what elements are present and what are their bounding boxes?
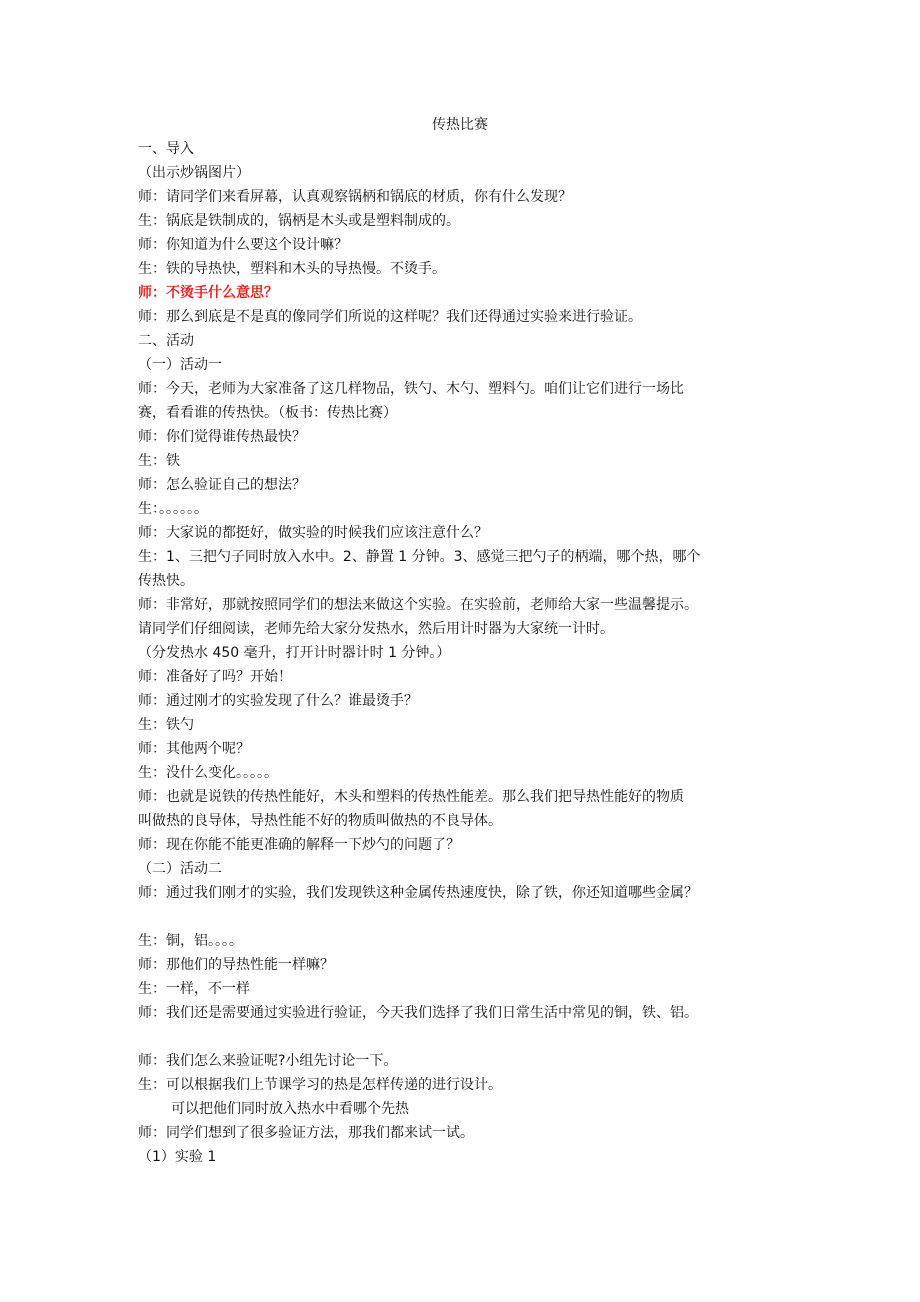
paragraph-line: 师：那他们的导热性能一样嘛？ [138, 957, 334, 973]
paragraph-line: 师：其他两个呢？ [138, 741, 250, 757]
paragraph-line: 生：可以根据我们上节课学习的热是怎样传递的进行设计。 [138, 1077, 502, 1093]
paragraph-line: 可以把他们同时放入热水中看哪个先热 [171, 1101, 409, 1117]
paragraph-line: 生：一样，不一样 [138, 981, 250, 997]
subsection-heading: （二）活动二 [138, 861, 222, 877]
paragraph-line: 师：你知道为什么要这个设计嘛？ [138, 237, 348, 253]
highlighted-line: 师：不烫手什么意思？ [138, 285, 278, 301]
paragraph-line: 赛，看看谁的传热快。（板书：传热比赛） [138, 405, 397, 421]
paragraph-line: 师：你们觉得谁传热最快？ [138, 429, 306, 445]
paragraph-line: 师：我们怎么来验证呢?小组先讨论一下。 [138, 1053, 398, 1069]
paragraph-line: 师：现在你能不能更准确的解释一下炒勺的问题了？ [138, 837, 460, 853]
paragraph-line: 师：怎么验证自己的想法？ [138, 477, 306, 493]
subsection-heading: （1）实验 1 [138, 1149, 217, 1165]
paragraph-line: 师：请同学们来看屏幕，认真观察锅柄和锅底的材质，你有什么发现？ [138, 189, 572, 205]
paragraph-line: 师：非常好，那就按照同学们的想法来做这个实验。在实验前，老师给大家一些温馨提示。 [138, 597, 698, 613]
paragraph-line: 师：通过刚才的实验发现了什么？谁最烫手？ [138, 693, 418, 709]
paragraph-line: 师：也就是说铁的传热性能好，木头和塑料的传热性能差。那么我们把导热性能好的物质 [138, 789, 684, 805]
paragraph-line: 师：今天，老师为大家准备了这几样物品，铁勺、木勺、塑料勺。咱们让它们进行一场比 [138, 381, 684, 397]
paragraph-line: （出示炒锅图片） [138, 165, 250, 181]
paragraph-line: 师：大家说的都挺好，做实验的时候我们应该注意什么？ [138, 525, 488, 541]
paragraph-line: 传热快。 [138, 573, 194, 589]
paragraph-line: 生：铁的导热快，塑料和木头的导热慢。不烫手。 [138, 261, 446, 277]
paragraph-line: 师：同学们想到了很多验证方法，那我们都来试一试。 [138, 1125, 474, 1141]
paragraph-line: 师：通过我们刚才的实验，我们发现铁这种金属传热速度快，除了铁，你还知道哪些金属？ [138, 885, 698, 901]
paragraph-line: 生：没什么变化。。。。。 [138, 765, 278, 781]
paragraph-line: 生：铁勺 [138, 717, 194, 733]
paragraph-line: 师：那么到底是不是真的像同学们所说的这样呢？我们还得通过实验来进行验证。 [138, 309, 642, 325]
section-heading: 一、导入 [138, 141, 194, 157]
paragraph-line: （分发热水 450 毫升，打开计时器计时 1 分钟。） [138, 645, 451, 661]
section-heading: 二、活动 [138, 333, 194, 349]
paragraph-line: 生：1、三把勺子同时放入水中。2、静置 1 分钟。3、感觉三把勺子的柄端，哪个热，哪个 [138, 549, 701, 565]
paragraph-line: 叫做热的良导体，导热性能不好的物质叫做热的不良导体。 [138, 813, 502, 829]
subsection-heading: （一）活动一 [138, 357, 222, 373]
paragraph-line: 生：铜，铝。。。。 [138, 933, 243, 949]
paragraph-line: 师：准备好了吗？开始！ [138, 669, 292, 685]
paragraph-line: 师：我们还是需要通过实验进行验证，今天我们选择了我们日常生活中常见的铜，铁、铝。 [138, 1005, 698, 1021]
paragraph-line: 生：。。。。。。 [138, 501, 208, 517]
paragraph-line: 生：锅底是铁制成的，锅柄是木头或是塑料制成的。 [138, 213, 460, 229]
document-title: 传热比赛 [432, 117, 488, 133]
paragraph-line: 请同学们仔细阅读，老师先给大家分发热水，然后用计时器为大家统一计时。 [138, 621, 614, 637]
paragraph-line: 生：铁 [138, 453, 180, 469]
